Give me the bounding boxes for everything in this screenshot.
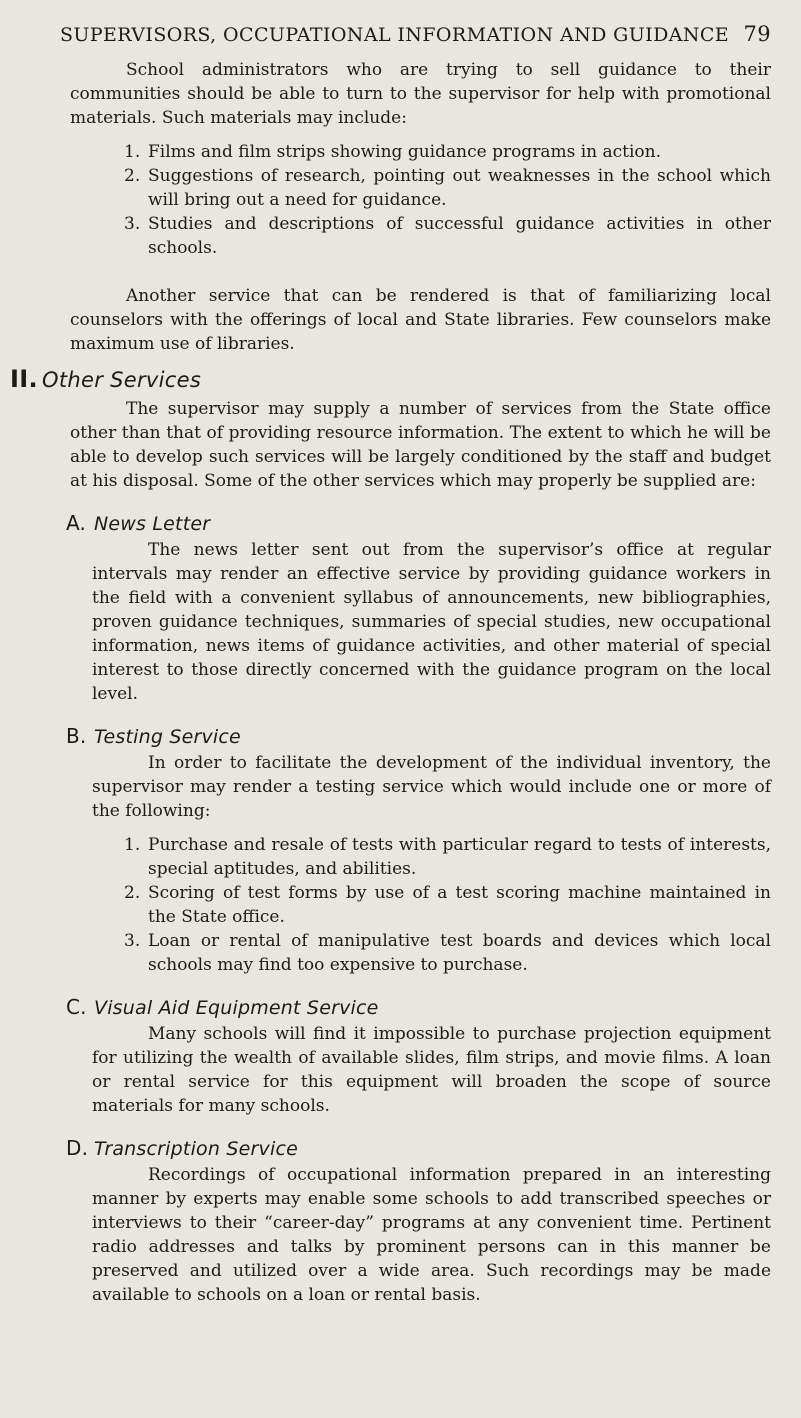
subsection-heading-testing-service: B. Testing Service <box>66 724 241 748</box>
intro-paragraph: School administrators who are trying to sell guidance to their communities should be able to turn to the supervisor for help with promotional materials. Such materials may include: <box>70 60 771 128</box>
section-heading-other-services <box>10 366 771 393</box>
running-title: SUPERVISORS, OCCUPATIONAL INFORMATION AND GUIDANCE <box>60 24 730 46</box>
news-letter-paragraph: The news letter sent out from the supervisor’s office at regular intervals may render an effective service by providing guidance workers in the field with a convenient syllabus of announcements, new bibliographies, proven guidance techniques, summaries of special studies, new occupational information, news items of guidance activities, and other material of special interest to those directly concerned with the guidance program on the local level. <box>92 540 771 704</box>
list-item: 2. Scoring of test forms by use of a test scoring machine maintained in the State office. <box>124 883 771 927</box>
list-item: 1. Films and film strips showing guidance programs in action. <box>124 142 662 162</box>
transcription-paragraph: Recordings of occupational information prepared in an interesting manner by experts may enable some schools to add transcribed speeches or interviews to their “career-day” programs at any convenient time. Pertinent radio addresses and talks by prominent persons can in this manner be preserved and utilized over a wide area. Such recordings may be made available to schools on a loan or rental basis. <box>92 1165 771 1305</box>
section-numeral: II. <box>10 365 38 393</box>
visual-aid-paragraph: Many schools will find it impossible to purchase projection equipment for utilizing the wealth of available slides, film strips, and movie films. A loan or rental service for this equipment will broaden the scope of source materials for many schools. <box>92 1024 771 1116</box>
subsection-heading-transcription: D. Transcription Service <box>66 1136 298 1160</box>
other-services-paragraph: The supervisor may supply a number of services from the State office other than that of providing resource information. The extent to which he will be able to develop such services will be largely conditioned by the staff and budget at his disposal. Some of the other services which may properly be supplied are: <box>70 399 771 491</box>
testing-service-list <box>124 833 771 977</box>
libraries-paragraph: Another service that can be rendered is that of familiarizing local counselors with the offerings of local and State libraries. Few counselors make maximum use of libraries. <box>70 286 771 354</box>
running-header <box>60 22 771 46</box>
subsection-heading-news-letter: A. News Letter <box>66 511 211 535</box>
testing-service-paragraph: In order to facilitate the development of the individual inventory, the supervisor may render a testing service which would include one or more of the following: <box>92 753 771 821</box>
section-title: Other Services <box>42 368 202 392</box>
page-number: 79 <box>743 22 771 46</box>
list-item: 3. Loan or rental of manipulative test boards and devices which local schools may find too expensive to purchase. <box>124 931 771 975</box>
list-item: 3. Studies and descriptions of successful guidance activities in other schools. <box>124 214 771 258</box>
subsection-heading-visual-aid: C. Visual Aid Equipment Service <box>66 995 379 1019</box>
promotional-materials-list <box>124 140 771 260</box>
list-item: 1. Purchase and resale of tests with particular regard to tests of interests, special aptitudes, and abilities. <box>124 835 771 879</box>
list-item: 2. Suggestions of research, pointing out weaknesses in the school which will bring out a need for guidance. <box>124 166 771 210</box>
